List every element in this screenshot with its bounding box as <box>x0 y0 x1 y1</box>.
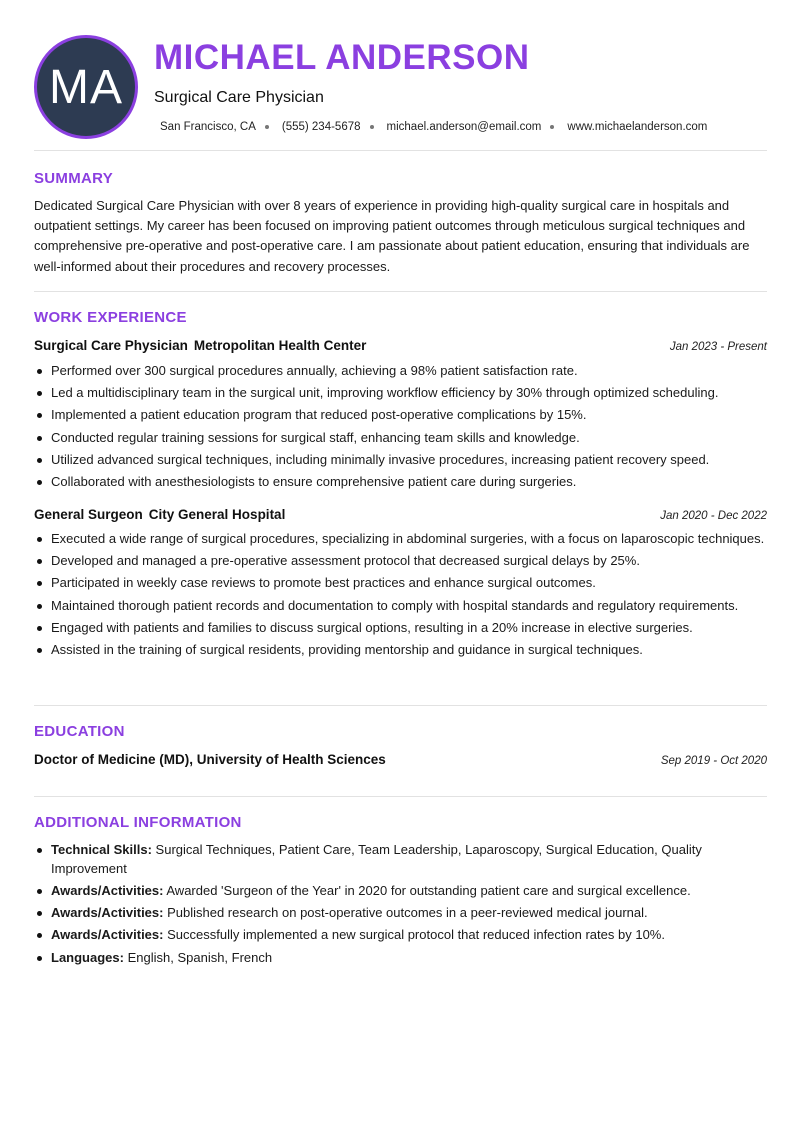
contact-location: San Francisco, CA <box>160 121 256 133</box>
summary-text: Dedicated Surgical Care Physician with over 8 years of experience in providing high-quality surgical care in hospitals and outpatient settings. My career has been focused on improving patient outcomes through meticulous surgical techniques and comprehensive pre-operative and post-operative care. I am passionate about patient education, ensuring that individuals are well-informed about their procedures and recovery processes. <box>34 198 750 274</box>
avatar-initials: MA <box>49 60 123 114</box>
info-value: Published research on post-operative outcomes in a peer-reviewed medical journal. <box>167 904 648 920</box>
avatar <box>34 35 138 139</box>
list-item: Led a multidisciplinary team in the surgical unit, improving workflow efficiency by 30% through optimized scheduling. <box>34 384 767 403</box>
info-value: Surgical Techniques, Patient Care, Team Leadership, Laparoscopy, Surgical Education, Quality Improvement <box>51 842 702 876</box>
info-key: Awards/Activities: <box>51 904 164 920</box>
list-item <box>34 949 767 968</box>
resume-header <box>0 0 800 150</box>
job-date: Jan 2023 - Present <box>669 341 767 353</box>
additional-info-list <box>34 841 767 971</box>
divider <box>34 291 767 292</box>
info-value: Awarded 'Surgeon of the Year' in 2020 for outstanding patient care and surgical excellence. <box>166 882 691 898</box>
job-bullets-2 <box>34 530 767 663</box>
education-entry <box>34 752 767 767</box>
divider <box>34 705 767 706</box>
divider <box>34 150 767 151</box>
list-item <box>34 904 767 923</box>
education-degree: Doctor of Medicine (MD), University of Health Sciences <box>34 752 386 767</box>
list-item: Performed over 300 surgical procedures annually, achieving a 98% patient satisfaction rate. <box>34 362 767 381</box>
info-key: Awards/Activities: <box>51 927 164 943</box>
list-item: Developed and managed a pre-operative assessment protocol that decreased surgical delays by 25%. <box>34 552 767 571</box>
candidate-name: MICHAEL ANDERSON <box>154 38 530 77</box>
list-item: Utilized advanced surgical techniques, including minimally invasive procedures, increasing patient recovery speed. <box>34 451 767 470</box>
list-item: Collaborated with anesthesiologists to ensure comprehensive patient care during surgeries. <box>34 473 767 492</box>
info-value: English, Spanish, French <box>127 949 273 965</box>
contact-bar <box>160 121 707 133</box>
list-item: Assisted in the training of surgical residents, providing mentorship and guidance in surgical techniques. <box>34 641 767 660</box>
info-key: Languages: <box>51 949 124 965</box>
job-organization: City General Hospital <box>148 507 286 522</box>
contact-phone: (555) 234-5678 <box>281 121 361 133</box>
candidate-title: Surgical Care Physician <box>154 89 324 106</box>
separator-dot-icon <box>370 125 374 129</box>
list-item <box>34 882 767 901</box>
list-item: Engaged with patients and families to discuss surgical options, resulting in a 20% increase in elective surgeries. <box>34 619 767 638</box>
contact-website[interactable]: www.michaelanderson.com <box>567 121 708 133</box>
job-header-1 <box>34 338 767 353</box>
additional-info-heading: ADDITIONAL INFORMATION <box>34 814 242 831</box>
job-date: Jan 2020 - Dec 2022 <box>660 510 767 522</box>
list-item: Conducted regular training sessions for surgical staff, enhancing team skills and knowledge. <box>34 429 767 448</box>
summary-heading: SUMMARY <box>34 170 114 187</box>
job-bullets-1 <box>34 362 767 495</box>
job-role-title: General Surgeon <box>34 507 143 522</box>
list-item: Implemented a patient education program that reduced post-operative complications by 15%. <box>34 406 767 425</box>
job-role-title: Surgical Care Physician <box>34 338 188 353</box>
job-organization: Metropolitan Health Center <box>193 338 367 353</box>
education-heading: EDUCATION <box>34 723 125 740</box>
separator-dot-icon <box>550 125 554 129</box>
job-role <box>34 507 285 522</box>
list-item: Executed a wide range of surgical procedures, specializing in abdominal surgeries, with a focus on laparoscopic techniques. <box>34 530 767 549</box>
list-item: Participated in weekly case reviews to promote best practices and enhance surgical outcomes. <box>34 574 767 593</box>
info-key: Awards/Activities: <box>51 882 164 898</box>
separator-dot-icon <box>265 125 269 129</box>
job-header-2 <box>34 507 767 522</box>
info-key: Technical Skills: <box>51 842 152 857</box>
divider <box>34 796 767 797</box>
education-date: Sep 2019 - Oct 2020 <box>660 755 767 767</box>
info-value: Successfully implemented a new surgical protocol that reduced infection rates by 10%. <box>167 927 665 943</box>
contact-email[interactable]: michael.anderson@email.com <box>386 121 542 133</box>
list-item: Maintained thorough patient records and documentation to comply with hospital standards and regulatory requirements. <box>34 597 767 616</box>
job-role <box>34 338 366 353</box>
work-experience-heading: WORK EXPERIENCE <box>34 309 187 326</box>
list-item <box>34 926 767 945</box>
list-item <box>34 841 767 878</box>
